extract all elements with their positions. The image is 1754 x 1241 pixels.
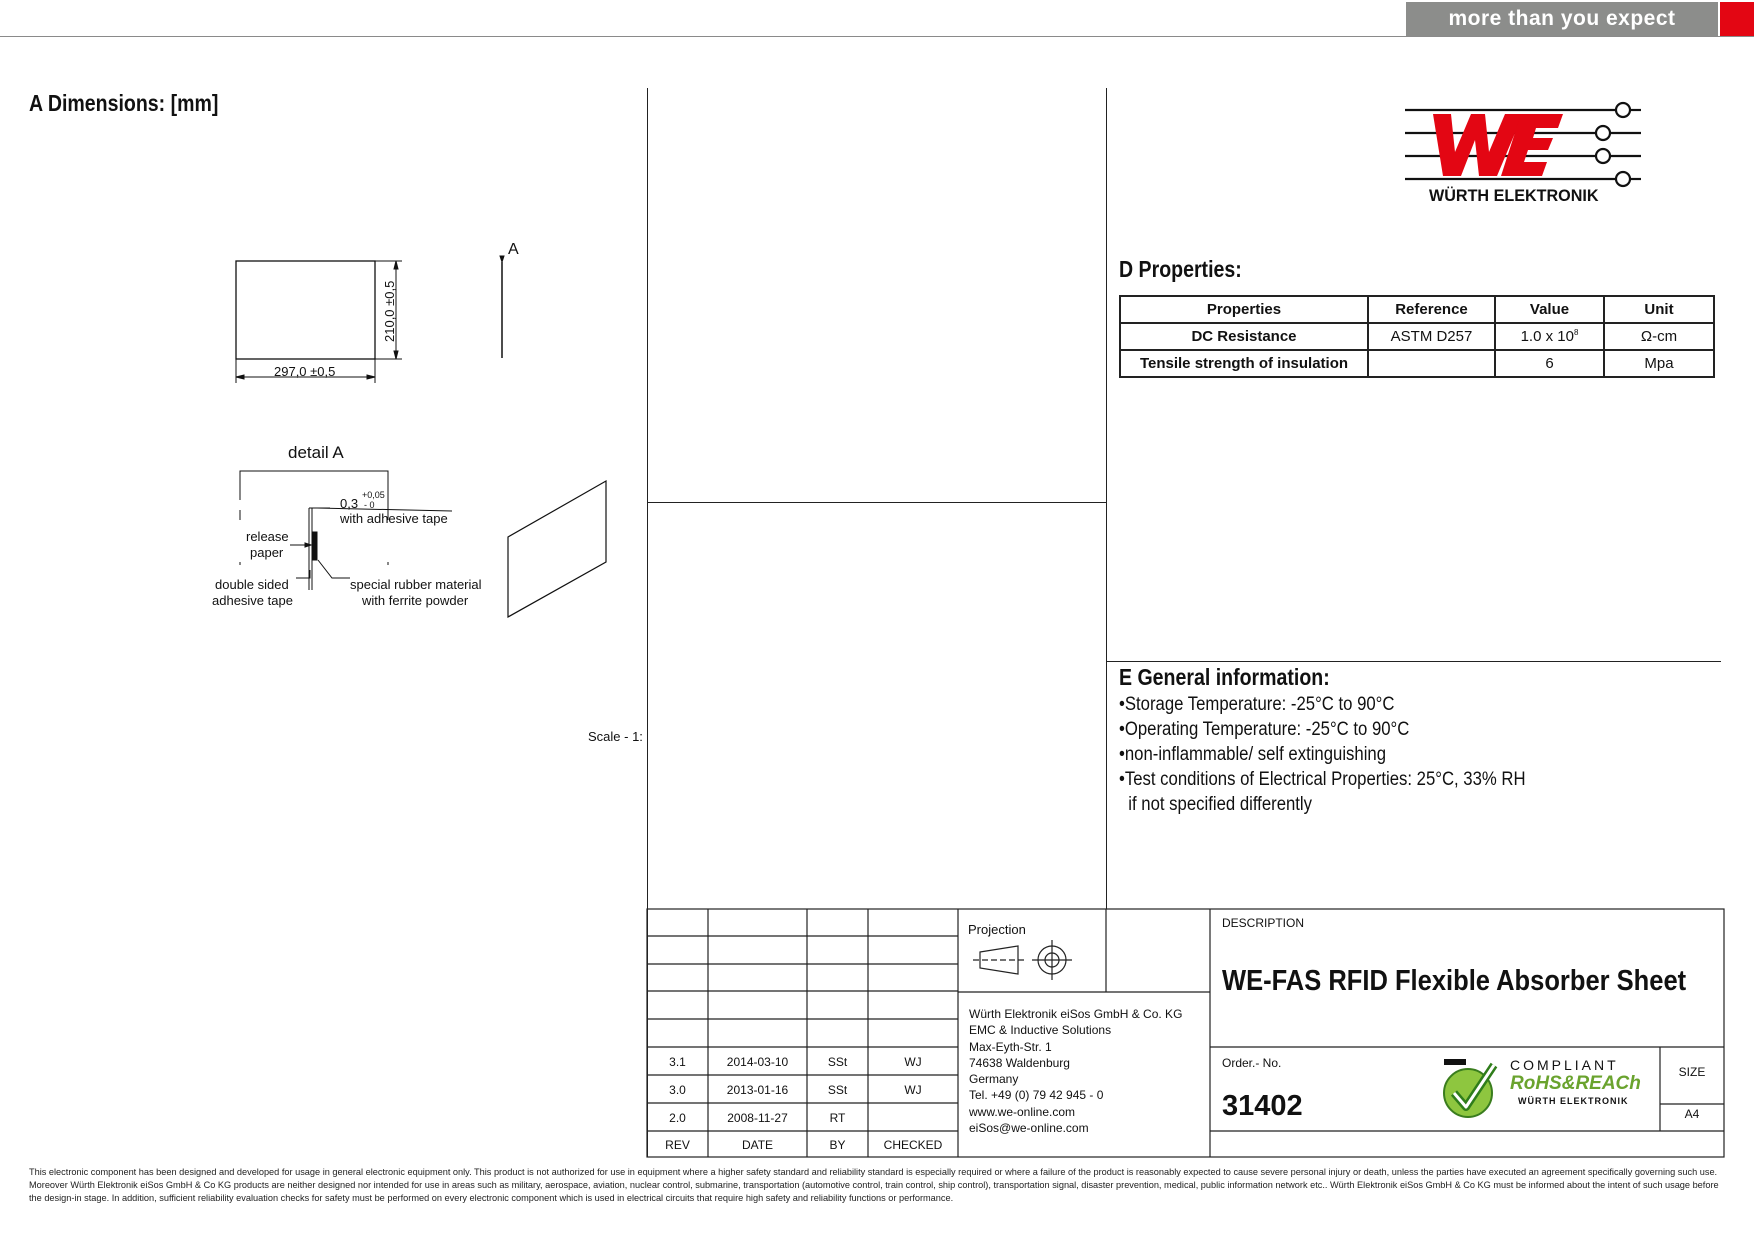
date-cell: 2008-11-27	[727, 1111, 788, 1125]
property-unit: Ω-cm	[1604, 323, 1714, 350]
order-number: 31402	[1222, 1090, 1303, 1122]
list-item: •Test conditions of Electrical Properties: 25°C, 33% RH	[1119, 769, 1526, 790]
rev-cell: 3.1	[669, 1055, 686, 1069]
property-value-exponent: 8	[1573, 328, 1579, 337]
address-line: Würth Elektronik eiSos GmbH & Co. KG	[969, 1007, 1183, 1021]
thickness-tol-plus: +0,05	[362, 490, 385, 500]
double-sided-label-1: double sided	[215, 577, 289, 592]
by-header: BY	[829, 1138, 846, 1152]
rohs-reach-text: RoHS&REACh	[1510, 1073, 1641, 1094]
thickness-tol-minus: - 0	[364, 500, 375, 510]
width-dimension: 297,0 ±0,5	[274, 364, 336, 379]
address-line: 74638 Waldenburg	[969, 1055, 1070, 1070]
section-e-title: E General information:	[1119, 664, 1330, 690]
list-item: •non-inflammable/ self extinguishing	[1119, 744, 1387, 765]
section-a-title: A Dimensions: [mm]	[29, 90, 219, 116]
property-name: Tensile strength of insulation	[1120, 350, 1368, 377]
description-label: DESCRIPTION	[1222, 916, 1305, 930]
rohs-brand-text: WÜRTH ELEKTRONIK	[1518, 1096, 1629, 1106]
property-name: DC Resistance	[1120, 323, 1368, 350]
address-line: EMC & Inductive Solutions	[969, 1023, 1112, 1038]
view-label-a: A	[508, 241, 519, 258]
list-item: •Operating Temperature: -25°C to 90°C	[1119, 719, 1410, 740]
property-value: 1.0 x 10	[1520, 328, 1574, 345]
address-line: Germany	[969, 1072, 1019, 1087]
property-reference: ASTM D257	[1368, 323, 1495, 350]
date-header: DATE	[741, 1138, 774, 1152]
slogan-banner: more than you expect	[1406, 2, 1718, 36]
disclaimer-text: This electronic component has been designed and developed for usage in general electronic equipment only. This product is not authorized for use in equipment where a higher safety standard and reliability standard is especially required or where a failure of the product is reasonably expected to cause severe personal injury or death, unless the parties have executed an agreement specifically governing such use. Moreover Würth Elektronik eiSos GmbH & Co KG products are neither designed nor intended for use in areas such as military, aerospace, aviation, nuclear control, submarine, transportation (automotive control, train control, ship control), transportation signal, disaster prevention, medical, public information network etc.. Würth Elektronik eiSos GmbH & Co KG must be informed about the intent of such usage before the design-in stage. In addition, sufficient reliability evaluation checks for safety must be performed on every electronic component which is used in electrical circuits that require high safety and reliability functions or performance.	[29, 1167, 1719, 1203]
size-value: A4	[1684, 1107, 1700, 1121]
description-title: WE-FAS RFID Flexible Absorber Sheet	[1222, 965, 1687, 997]
compliant-check-icon	[1440, 1057, 1510, 1127]
rev-cell: 3.0	[669, 1083, 686, 1097]
double-sided-label-2: adhesive tape	[212, 593, 293, 608]
rohs-compliant-text: COMPLIANT	[1510, 1057, 1619, 1073]
checked-cell: WJ	[904, 1055, 922, 1069]
by-cell: SSt	[827, 1055, 848, 1069]
order-label: Order.- No.	[1222, 1056, 1282, 1070]
rubber-label-1: special rubber material	[350, 577, 482, 592]
address-line: Tel. +49 (0) 79 42 945 - 0	[969, 1088, 1104, 1103]
scale-label: Scale - 1:	[588, 729, 643, 744]
release-paper-label-2: paper	[250, 545, 284, 560]
section-d-title: D Properties:	[1119, 256, 1242, 282]
detail-a-label: detail A	[288, 443, 344, 462]
date-cell: 2013-01-16	[726, 1083, 789, 1097]
thickness-value: 0,3	[340, 496, 359, 511]
rev-cell: 2.0	[669, 1111, 686, 1125]
rubber-label-2: with ferrite powder	[362, 593, 469, 608]
checked-header: CHECKED	[883, 1138, 943, 1152]
height-dimension: 210,0 ±0,5	[382, 280, 397, 342]
size-label: SIZE	[1678, 1065, 1706, 1079]
rev-header: REV	[665, 1138, 690, 1152]
checked-cell: WJ	[904, 1083, 922, 1097]
address-line: www.we-online.com	[969, 1104, 1076, 1119]
col-properties: Properties	[1120, 296, 1368, 323]
projection-symbol-icon	[973, 940, 1072, 980]
rohs-reach-badge	[1440, 1055, 1640, 1125]
by-cell: SSt	[827, 1083, 848, 1097]
address-line: Max-Eyth-Str. 1	[969, 1039, 1052, 1054]
company-address	[969, 1006, 1182, 1136]
property-unit: Mpa	[1604, 350, 1714, 377]
logo-text: WÜRTH ELEKTRONIK	[1429, 186, 1599, 205]
projection-label: Projection	[968, 922, 1026, 937]
address-line: eiSos@we-online.com	[969, 1121, 1089, 1136]
property-value: 6	[1495, 350, 1604, 377]
release-paper-label-1: release	[246, 529, 289, 544]
with-adhesive-tape-label: with adhesive tape	[340, 511, 448, 526]
col-value: Value	[1495, 296, 1604, 323]
list-item: •Storage Temperature: -25°C to 90°C	[1119, 694, 1395, 715]
list-item: if not specified differently	[1119, 794, 1313, 815]
col-unit: Unit	[1604, 296, 1714, 323]
by-cell: RT	[829, 1111, 846, 1125]
col-reference: Reference	[1368, 296, 1495, 323]
date-cell: 2014-03-10	[726, 1055, 789, 1069]
